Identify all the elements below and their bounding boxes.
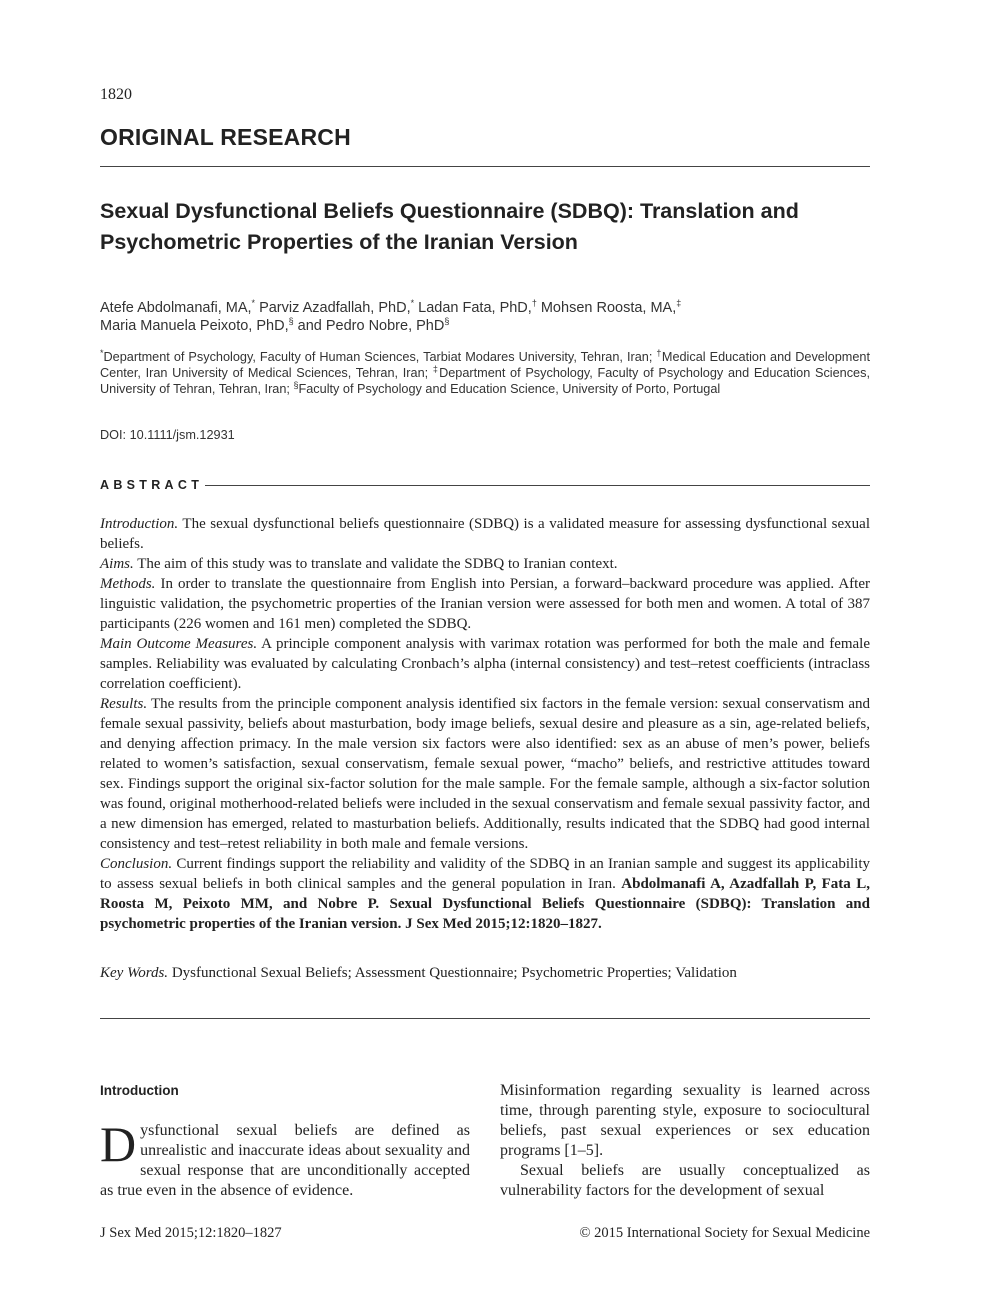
abstract-conclusion: Conclusion. Current findings support the reliability and validity of the SDBQ in an Iranian sample and suggest its applicability to assess sexual beliefs in both clinical samples and the general population in Iran. Abdolmanafi A, Azadfallah P, Fata L, Roosta M, Peixoto MM, and Nobre P. Sexual Dysfunctional Beliefs Questionnaire (SDBQ): Translation and psychometric properties of the Iranian version. J Sex Med 2015;12:1820–1827. xyxy=(100,856,870,932)
author-affiliation-mark: § xyxy=(288,316,294,327)
author-affiliation-mark: * xyxy=(410,298,415,309)
author-affiliation-mark: † xyxy=(531,298,537,309)
abstract-label: Conclusion. xyxy=(100,856,173,872)
doi-link[interactable]: DOI: 10.1111/jsm.12931 xyxy=(100,428,235,442)
keywords-label: Key Words. xyxy=(100,965,169,981)
drop-cap: D xyxy=(100,1116,137,1172)
author-name: Atefe Abdolmanafi, MA, xyxy=(100,300,252,316)
body-paragraph: Misinformation regarding sexuality is learned across time, through parenting style, exposure to sociocultural beliefs, past sexual experiences or sex education programs [1–5]. xyxy=(500,1082,870,1159)
abstract-label: Introduction. xyxy=(100,516,179,532)
author-affiliation-mark: § xyxy=(444,316,450,327)
affiliation-text: Department of Psychology, Faculty of Psychology and Education Sciences, University of Tehran, Tehran, Iran; xyxy=(100,366,870,396)
affiliation-mark: * xyxy=(100,347,104,358)
author-name: Mohsen Roosta, MA, xyxy=(536,300,677,316)
abstract-label: Methods. xyxy=(100,576,156,592)
citation: Abdolmanafi A, Azadfallah P, Fata L, Roosta M, Peixoto MM, and Nobre P. Sexual Dysfunctional Beliefs Questionnaire (SDBQ): Translation and psychometric properties of the Iranian version. J Sex Med 2015;12:1820–1827. xyxy=(100,876,870,932)
page-number: 1820 xyxy=(100,86,132,103)
abstract-label: Aims. xyxy=(100,556,134,572)
affiliations xyxy=(100,349,870,397)
affiliation-mark: † xyxy=(656,347,662,358)
author-list xyxy=(100,299,870,335)
author-affiliation-mark: ‡ xyxy=(676,298,682,309)
author-name: Parviz Azadfallah, PhD, xyxy=(255,300,411,316)
keywords xyxy=(100,963,870,983)
author-name: Ladan Fata, PhD, xyxy=(414,300,532,316)
affiliation-text: Department of Psychology, Faculty of Human Sciences, Tarbiat Modares University, Tehran, Iran; xyxy=(103,350,657,364)
abstract-outcome-measures: Main Outcome Measures. A principle component analysis with varimax rotation was performed for both the male and female samples. Reliability was evaluated by calculating Cronbach’s alpha (internal consistency) and test–retest coefficients (intraclass correlation coefficient). xyxy=(100,636,870,692)
affiliation-text: Medical Education and Development Center, Iran University of Medical Sciences, Tehran, Iran; xyxy=(100,350,870,380)
abstract-aims: Aims. The aim of this study was to translate and validate the SDBQ to Iranian context. xyxy=(100,556,618,572)
body-column-left xyxy=(100,1116,470,1201)
abstract-body xyxy=(100,514,870,934)
article-page xyxy=(100,0,870,1305)
copyright-footer: © 2015 International Society for Sexual Medicine xyxy=(579,1225,870,1241)
article-title: Sexual Dysfunctional Beliefs Questionnaire (SDBQ): Translation and Psychometric Properties of the Iranian Version xyxy=(100,199,799,254)
abstract-methods: Methods. In order to translate the questionnaire from English into Persian, a forward–backward procedure was applied. After linguistic validation, the psychometric properties of the Iranian version were assessed for both men and women. A total of 387 participants (226 women and 161 men) completed the SDBQ. xyxy=(100,576,870,632)
abstract-results: Results. The results from the principle component analysis identified six factors in the female version: sexual conservatism and female sexual passivity, beliefs about masturbation, body image beliefs, sexual desire and pleasure as a sin, age-related beliefs, and denying affection primacy. In the male version six factors were also identified: sex as an abuse of men’s power, beliefs related to women’s satisfaction, sexual conservatism, female sexual power, “macho” beliefs, and restrictive attitudes toward sex. Findings support the original six-factor solution for the male sample. For the female sample, although a six-factor solution was found, original motherhood-related beliefs were included in the sexual conservatism and female sexual passivity factor, and a new dimension has emerged, related to masturbation beliefs. Additionally, results indicated that the SDBQ had good internal consistency and test–retest reliability in both male and female versions. xyxy=(100,696,870,852)
body-column-right xyxy=(500,1081,870,1201)
abstract-heading xyxy=(100,478,870,492)
abstract-label: Results. xyxy=(100,696,148,712)
author-name: Maria Manuela Peixoto, PhD, xyxy=(100,318,289,334)
abstract-heading-label: ABSTRACT xyxy=(100,478,204,492)
introduction-heading: Introduction xyxy=(100,1083,179,1098)
body-paragraph: ysfunctional sexual beliefs are defined as unrealistic and inaccurate ideas about sexuality and sexual response that are unconditionally accepted as true even in the absence of evidence. xyxy=(100,1122,470,1199)
abstract-label: Main Outcome Measures. xyxy=(100,636,258,652)
abstract-end-rule xyxy=(100,1018,870,1019)
header-rule xyxy=(100,166,870,167)
keywords-text: Dysfunctional Sexual Beliefs; Assessment Questionnaire; Psychometric Properties; Validation xyxy=(168,965,737,981)
affiliation-text: Faculty of Psychology and Education Science, University of Porto, Portugal xyxy=(298,382,721,396)
section-label: ORIGINAL RESEARCH xyxy=(100,124,351,150)
body-paragraph: Sexual beliefs are usually conceptualized as vulnerability factors for the development of sexual xyxy=(500,1162,870,1199)
affiliation-mark: ‡ xyxy=(432,363,440,374)
journal-citation-footer: J Sex Med 2015;12:1820–1827 xyxy=(100,1225,282,1241)
affiliation-mark: § xyxy=(293,379,299,390)
abstract-heading-rule xyxy=(205,485,870,486)
author-name: and Pedro Nobre, PhD xyxy=(293,318,445,334)
abstract-introduction: Introduction. The sexual dysfunctional beliefs questionnaire (SDBQ) is a validated measure for assessing dysfunctional sexual beliefs. xyxy=(100,516,870,552)
author-affiliation-mark: * xyxy=(251,298,256,309)
